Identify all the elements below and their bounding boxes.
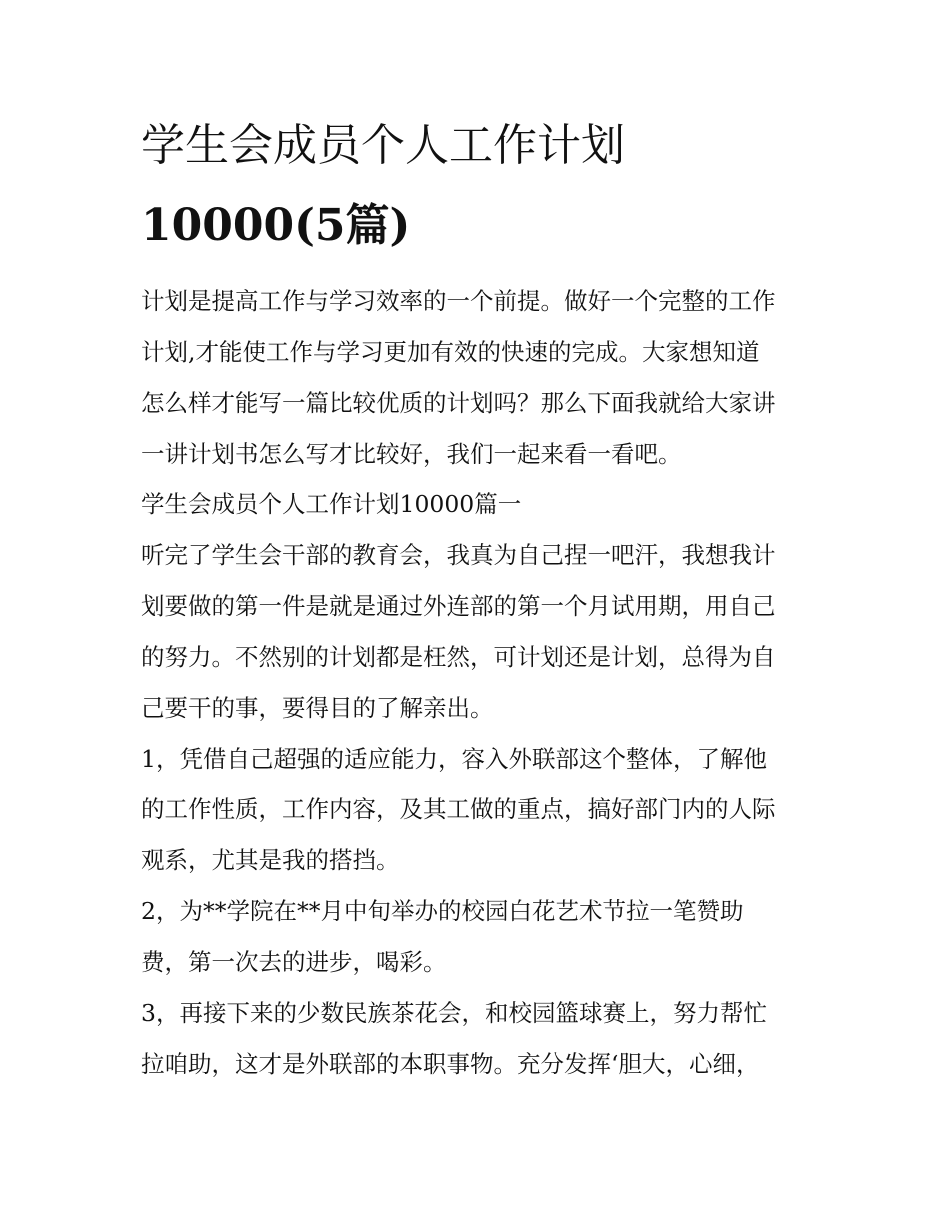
body-line-2: 划要做的第一件是就是通过外连部的第一个月试用期，用自己	[141, 592, 776, 620]
document-title-line-1: 学生会成员个人工作计划	[141, 120, 625, 171]
body-line-4: 己要干的事，要得目的了解亲出。	[141, 694, 494, 722]
item-2-line-2: 费，第一次去的进步，喝彩。	[141, 948, 447, 976]
body-line-1: 听完了学生会干部的教育会，我真为自己捏一吧汗，我想我计	[141, 541, 776, 569]
item-1-line-2: 的工作性质，工作内容，及其工做的重点，搞好部门内的人际	[141, 795, 776, 823]
item-1-line-1: 1，凭借自己超强的适应能力，容入外联部这个整体，了解他	[141, 745, 767, 773]
item-3-line-1: 3，再接下来的少数民族茶花会，和校园篮球赛上，努力帮忙	[141, 999, 767, 1027]
item-1-line-3: 观系，尤其是我的搭挡。	[141, 846, 400, 874]
intro-line-3: 怎么样才能写一篇比较优质的计划吗？那么下面我就给大家讲	[141, 389, 776, 417]
intro-line-1: 计划是提高工作与学习效率的一个前提。做好一个完整的工作	[141, 287, 776, 315]
intro-line-2: 计划,才能使工作与学习更加有效的快速的完成。大家想知道	[141, 338, 760, 366]
item-3-line-2: 拉咱助，这才是外联部的本职事物。充分发挥‘胆大，心细，	[141, 1050, 760, 1078]
document-title-line-2: 10000(5篇)	[141, 200, 411, 251]
section-heading: 学生会成员个人工作计划10000篇一	[141, 490, 522, 518]
item-2-line-1: 2，为**学院在**月中旬举办的校园白花艺术节拉一笔赞助	[141, 897, 744, 925]
body-line-3: 的努力。不然别的计划都是枉然，可计划还是计划，总得为自	[141, 643, 776, 671]
intro-line-4: 一讲计划书怎么写才比较好，我们一起来看一看吧。	[141, 440, 682, 468]
